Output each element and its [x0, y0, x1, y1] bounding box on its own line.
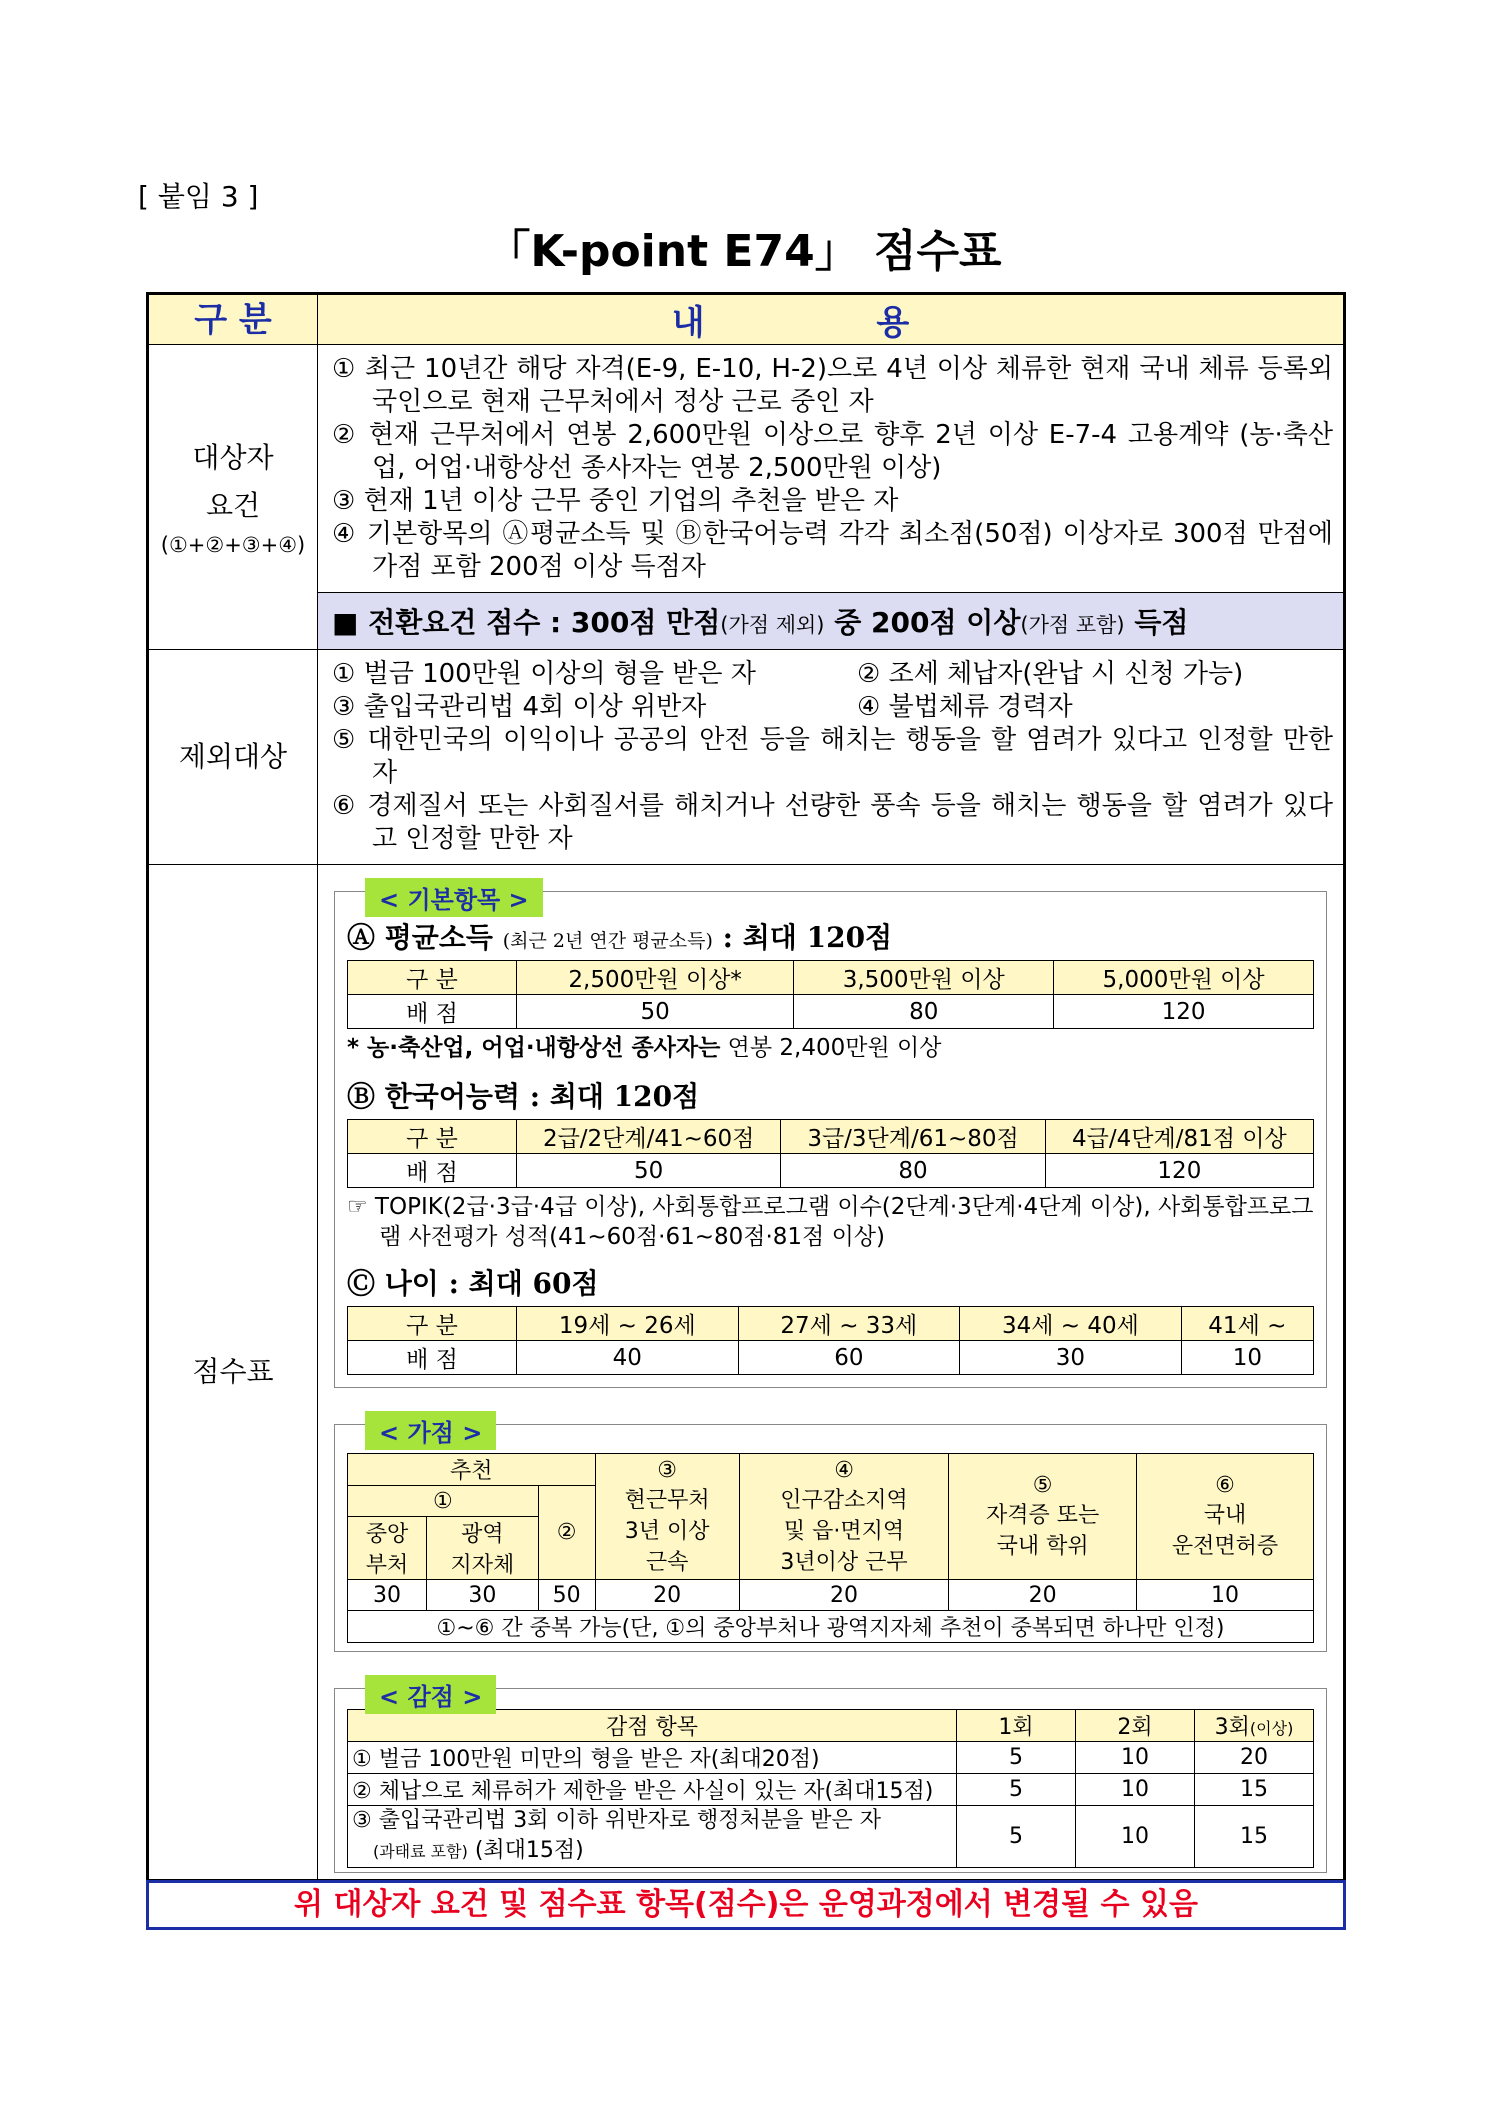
age-table: 구 분 19세 ~ 26세 27세 ~ 33세 34세 ~ 40세 41세 ~ 배 점 40 60 30 10 [347, 1306, 1314, 1375]
score-label: 점수표 [148, 865, 318, 1881]
exclusion-item: ⑤ 대한민국의 이익이나 공공의 안전 등을 해치는 행동을 할 염려가 있다고 인정할 만한 자 [332, 725, 1333, 788]
score-content [318, 865, 1345, 1881]
eligibility-item: ② 현재 근무처에서 연봉 2,600만원 이상으로 향후 2년 이상 E-7-4 고용계약 (농·축산업, 어업·내항상선 종사자는 연봉 2,500만원 이상) [332, 420, 1333, 483]
eligibility-content [318, 345, 1345, 650]
income-table: 구 분 2,500만원 이상* 3,500만원 이상 5,000만원 이상 배 점 50 80 120 [347, 960, 1314, 1029]
penalty-table: 감점 항목 1회 2회 3회(이상) ① 벌금 100만원 미만의 형을 받은 자(최대20점) 5 10 20 ② 체납으로 체류허가 제한을 받은 사실이 있는 자(최대15점) 5 10 15 ③ 출입국관리법 3회 이하 위반자로 행정처분을 받은 자 (과태료 포함) (최대15점) 5 10 15 [347, 1709, 1314, 1868]
exclusion-item: ⑥ 경제질서 또는 사회질서를 해치거나 선량한 풍속 등을 해치는 행동을 할 염려가 있다고 인정할 만한 자 [332, 791, 1333, 854]
income-title: Ⓐ 평균소득 (최근 2년 연간 평균소득) : 최대 120점 [347, 921, 893, 954]
eligibility-item: ③ 현재 1년 이상 근무 중인 기업의 추천을 받은 자 [332, 486, 899, 516]
eligibility-label: 대상자 요건 (①+②+③+④) [148, 345, 318, 650]
score-table [146, 292, 1346, 1882]
bonus-box [334, 1419, 1327, 1652]
exclusion-label: 제외대상 [148, 650, 318, 865]
age-title: Ⓒ 나이 : 최대 60점 [347, 1267, 599, 1300]
footer-notice: 위 대상자 요건 및 점수표 항목(점수)은 운영과정에서 변경될 수 있음 [146, 1880, 1346, 1930]
table-header [148, 294, 1345, 345]
conversion-score-bar: ■ 전환요건 점수 : 300점 만점(가점 제외) 중 200점 이상(가점 포함) 득점 [318, 592, 1343, 649]
basic-items-box [334, 886, 1327, 1388]
korean-table: 구 분 2급/2단계/41~60점 3급/3단계/61~80점 4급/4단계/81점 이상 배 점 50 80 120 [347, 1119, 1314, 1188]
bonus-table: 추천 ③ 현근무처 3년 이상 근속 ④ 인구감소지역 및 읍·면지역 3년이상 근무 ⑤ 자격증 또는 국내 학위 ⑥ 국내 운전면허증 ① ② 중앙 부처 광역 지자체 30 30 50 20 20 20 10 ①~⑥ 간 중복 가능(단, ①의 중앙부처나 광역지자체 추천이 중복되면 하나만 인정) [347, 1453, 1314, 1643]
header-col1: 구 분 [148, 294, 318, 345]
bonus-note: ①~⑥ 간 중복 가능(단, ①의 중앙부처나 광역지자체 추천이 중복되면 하나만 인정) [348, 1611, 1314, 1643]
income-note: * 농·축산업, 어업·내항상선 종사자는 연봉 2,400만원 이상 [347, 1035, 942, 1061]
page-title: 「K-point E74」 점수표 [486, 226, 1002, 277]
exclusion-row [148, 650, 1345, 865]
penalty-box [334, 1683, 1327, 1873]
exclusion-content: ① 벌금 100만원 이상의 형을 받은 자 ② 조세 체납자(완납 시 신청 가능) ③ 출입국관리법 4회 이상 위반자 ④ 불법체류 경력자 ⑤ 대한민국의 이익이나 공공의 안전 등을 해치는 행동을 할 염려가 있다고 인정할 만한 자 ⑥ 경제질서 또는 사회질서를 해치거나 선량한 풍속 등을 해치는 행동을 할 염려가 있다고 인정할 만한 자 [318, 650, 1345, 865]
korean-note: ☞ TOPIK(2급·3급·4급 이상), 사회통합프로그램 이수(2단계·3단계·4단계 이상), 사회통합프로그램 사전평가 성적(41~60점·61~80점·81점 이상) [347, 1194, 1314, 1250]
eligibility-item: ① 최근 10년간 해당 자격(E-9, E-10, H-2)으로 4년 이상 체류한 현재 국내 체류 등록외국인으로 현재 근무처에서 정상 근로 중인 자 [332, 354, 1333, 417]
eligibility-row [148, 345, 1345, 650]
penalty-tag: < 감점 > [365, 1675, 496, 1714]
attachment-label: [ 붙임 3 ] [138, 180, 259, 213]
score-row [148, 865, 1345, 1881]
header-col2: 내 용 [318, 294, 1345, 345]
korean-title: Ⓑ 한국어능력 : 최대 120점 [347, 1080, 700, 1113]
bonus-tag: < 가점 > [365, 1411, 496, 1450]
eligibility-item: ④ 기본항목의 Ⓐ평균소득 및 Ⓑ한국어능력 각각 최소점(50점) 이상자로 300점 만점에 가점 포함 200점 이상 득점자 [332, 519, 1333, 582]
basic-items-tag: < 기본항목 > [365, 878, 543, 917]
